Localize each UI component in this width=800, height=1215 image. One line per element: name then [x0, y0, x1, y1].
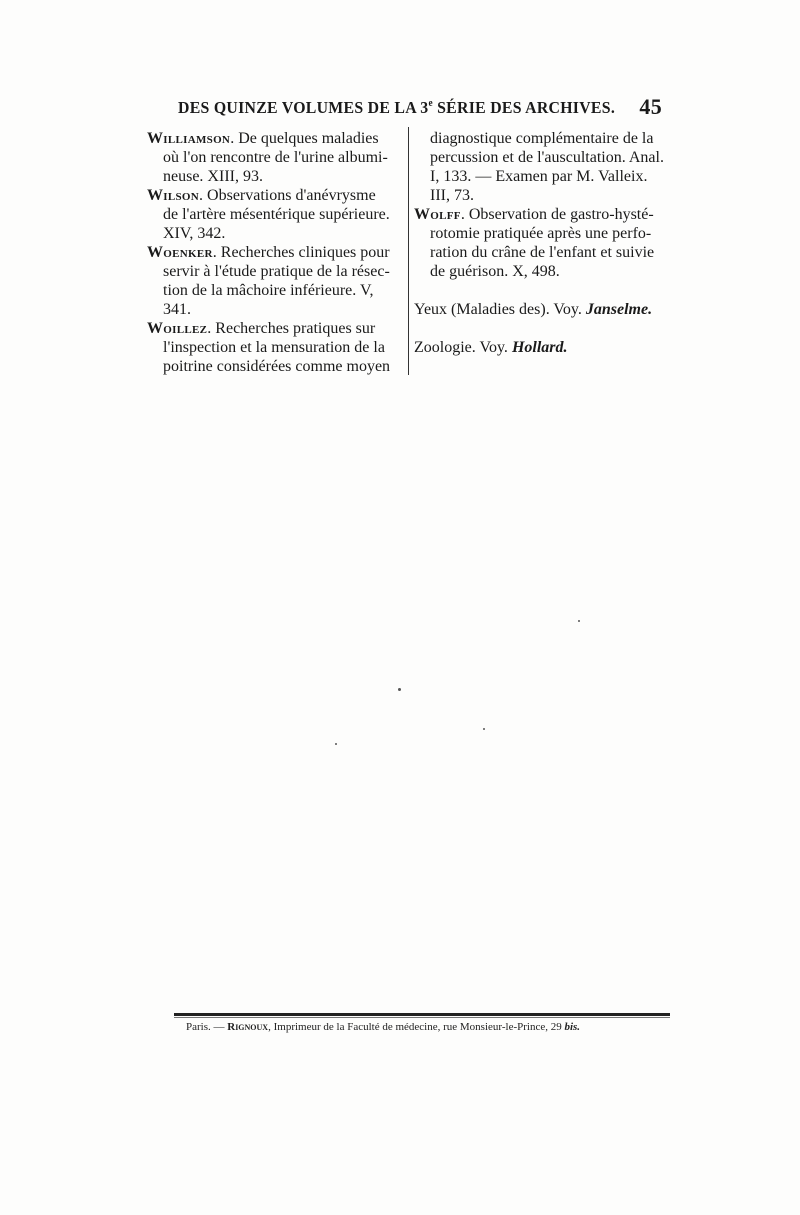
- print-speck: [335, 743, 337, 745]
- entry-text: servir à l'étude pratique de la résec-: [163, 263, 390, 280]
- entry-yeux: [414, 300, 674, 319]
- right-column: [414, 129, 674, 357]
- entry-text: poitrine considérées comme moyen: [163, 358, 391, 375]
- printer-name: Rignoux: [227, 1021, 269, 1033]
- author-name: Wilson: [147, 187, 200, 204]
- print-speck: [578, 620, 580, 622]
- entry-text: . Recherches cliniques pour: [212, 244, 390, 261]
- entry-text: . Recherches pratiques sur: [207, 320, 376, 337]
- entry-text: rotomie pratiquée après une perfo-: [430, 225, 652, 242]
- cross-reference-label: Zoologie. Voy.: [414, 339, 512, 356]
- left-column: [147, 129, 402, 376]
- column-divider: [408, 127, 409, 375]
- cross-reference-name: Hollard.: [511, 339, 568, 356]
- entry-text: XIV, 342.: [163, 225, 226, 242]
- entry-text: tion de la mâchoire inférieure. V,: [163, 282, 374, 299]
- imprint-text: Paris. —: [186, 1021, 228, 1033]
- running-title-end: SÉRIE DES ARCHIVES.: [432, 98, 616, 117]
- footer-rule: [174, 1013, 670, 1016]
- cross-reference-name: Janselme.: [585, 301, 653, 318]
- entry-text: . De quelques maladies: [230, 130, 379, 147]
- running-title: [178, 98, 615, 118]
- entry-wilson: [147, 186, 402, 243]
- print-speck: [483, 728, 485, 730]
- imprint-text: , Imprimeur de la Faculté de médecine, rue Monsieur-le-Prince, 29: [268, 1021, 565, 1033]
- entry-text: percussion et de l'auscultation. Anal.: [430, 149, 664, 166]
- print-speck: [398, 688, 401, 691]
- entry-text: où l'on rencontre de l'urine albumi-: [163, 149, 388, 166]
- entry-zoologie: [414, 338, 674, 357]
- imprint-bis: bis.: [564, 1021, 581, 1033]
- spacer: [414, 281, 674, 300]
- author-name: Woenker: [147, 244, 213, 261]
- entry-wolff: [414, 205, 674, 281]
- entry-text: 341.: [163, 301, 191, 318]
- entry-text: III, 73.: [430, 187, 474, 204]
- entry-text: . Observations d'anévrysme: [199, 187, 376, 204]
- entry-text: ration du crâne de l'enfant et suivie: [430, 244, 655, 261]
- entry-woillez-continued: [414, 129, 674, 205]
- running-head: [178, 94, 668, 124]
- cross-reference-label: Yeux (Maladies des). Voy.: [414, 301, 586, 318]
- author-name: Williamson: [147, 130, 231, 147]
- entry-woillez: [147, 319, 402, 376]
- entry-williamson: [147, 129, 402, 186]
- entry-text: diagnostique complémentaire de la: [430, 130, 654, 147]
- series-suffix: e: [428, 98, 433, 109]
- entry-text: de guérison. X, 498.: [430, 263, 560, 280]
- series-number: 3: [420, 98, 429, 117]
- entry-text: l'inspection et la mensuration de la: [163, 339, 385, 356]
- entry-text: . Observation de gastro-hysté-: [460, 206, 654, 223]
- entry-text: I, 133. — Examen par M. Valleix.: [430, 168, 648, 185]
- page-number: 45: [639, 94, 662, 119]
- printer-imprint: [186, 1021, 666, 1033]
- entry-text: neuse. XIII, 93.: [163, 168, 263, 185]
- running-title-start: DES QUINZE VOLUMES DE LA: [178, 98, 421, 117]
- spacer: [414, 319, 674, 338]
- entry-woenker: [147, 243, 402, 319]
- author-name: Woillez: [147, 320, 208, 337]
- footer-rule-thin: [174, 1017, 670, 1018]
- author-name: Wolff: [414, 206, 461, 223]
- entry-text: de l'artère mésentérique supérieure.: [163, 206, 390, 223]
